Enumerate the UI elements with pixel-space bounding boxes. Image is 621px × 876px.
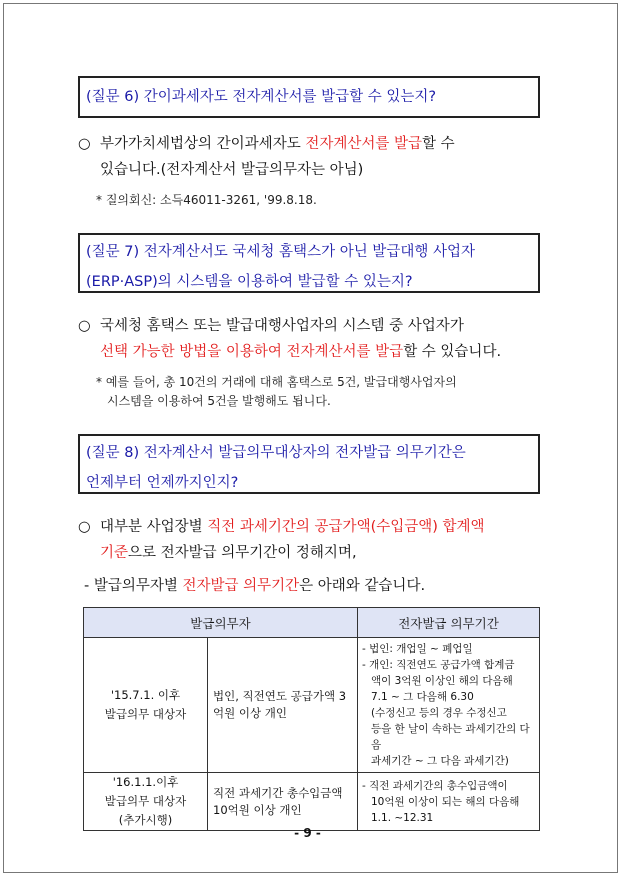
- highlight-text: 직전 과세기간의 공급가액(수입금액) 합계액: [207, 519, 485, 535]
- answer-8-dash-line: - 발급의무자별 전자발급 의무기간은 아래와 같습니다.: [84, 578, 426, 594]
- table-row: [84, 773, 540, 831]
- row2-target-cell: '16.1.1.이후 발급의무 대상자 (추가시행): [84, 773, 208, 831]
- answer-7-line2: 선택 가능한 방법을 이용하여 전자계산서를 발급할 수 있습니다.: [100, 344, 502, 360]
- highlight-text: 전자계산서를 발급: [305, 136, 422, 152]
- row1-period-cell: - 법인: 개업일 ~ 폐업일 - 개인: 직전연도 공급가액 합계금 액이 3억원 이상인 해의 다음해 7.1 ~ 그 다음해 6.30 (수정신고 등의 경우 수정신고 등을 한 날이 속하는 과세기간의 다음 과세기간 ~ 그 다음 과세기간): [358, 638, 540, 773]
- answer-8-line1: ○ 대부분 사업장별 직전 과세기간의 공급가액(수입금액) 합계액: [78, 514, 485, 540]
- answer-6-line1: ○ 부가가치세법상의 간이과세자도 전자계산서를 발급할 수: [78, 131, 455, 157]
- table-header-issuer: 발급의무자: [84, 608, 358, 638]
- table-row: [84, 638, 540, 773]
- circle-bullet-icon: ○: [78, 136, 91, 152]
- circle-bullet-icon: ○: [78, 318, 91, 334]
- issuance-period-table: [83, 607, 540, 831]
- answer-6-line2: 있습니다.(전자계산서 발급의무자는 아님): [100, 162, 364, 178]
- circle-bullet-icon: ○: [78, 519, 91, 535]
- answer-7-note-line2: 시스템을 이용하여 5건을 발행해도 됩니다.: [107, 394, 331, 408]
- row1-desc-cell: 법인, 직전연도 공급가액 3억원 이상 개인: [208, 638, 358, 773]
- highlight-text: 선택 가능한 방법을 이용하여 전자계산서를 발급: [100, 344, 404, 360]
- question-6-box: [78, 76, 540, 118]
- table-header-period: 전자발급 의무기간: [358, 608, 540, 638]
- answer-6-note: * 질의회신: 소득46011-3261, '99.8.18.: [96, 193, 317, 207]
- question-7-line1: (질문 7) 전자계산서도 국세청 홈택스가 아닌 발급대행 사업자: [86, 244, 475, 260]
- answer-7-note-line1: * 예를 들어, 총 10건의 거래에 대해 홈택스로 5건, 발급대행사업자의: [96, 375, 457, 389]
- highlight-text: 전자발급 의무기간: [182, 578, 300, 594]
- question-8-box: [78, 434, 540, 494]
- table-header-row: [84, 608, 540, 638]
- row1-target-cell: '15.7.1. 이후 발급의무 대상자: [84, 638, 208, 773]
- question-7-line2: (ERP·ASP)의 시스템을 이용하여 발급할 수 있는지?: [86, 274, 413, 290]
- question-8-line2: 언제부터 언제까지인지?: [86, 475, 239, 491]
- row2-desc-cell: 직전 과세기간 총수입금액 10억원 이상 개인: [208, 773, 358, 831]
- question-7-box: [78, 233, 540, 293]
- answer-7-line1: ○ 국세청 홈택스 또는 발급대행사업자의 시스템 중 사업자가: [78, 313, 464, 339]
- question-6-title: (질문 6) 간이과세자도 전자계산서를 발급할 수 있는지?: [86, 89, 437, 105]
- page-number: - 9 -: [294, 826, 321, 840]
- answer-8-line2: 기준으로 전자발급 의무기간이 정해지며,: [100, 545, 357, 561]
- question-8-line1: (질문 8) 전자계산서 발급의무대상자의 전자발급 의무기간은: [86, 445, 466, 461]
- row2-period-cell: - 직전 과세기간의 총수입금액이 10억원 이상이 되는 해의 다음해 1.1. ~12.31: [358, 773, 540, 831]
- highlight-text: 기준: [100, 545, 129, 561]
- dash-bullet: -: [84, 578, 90, 594]
